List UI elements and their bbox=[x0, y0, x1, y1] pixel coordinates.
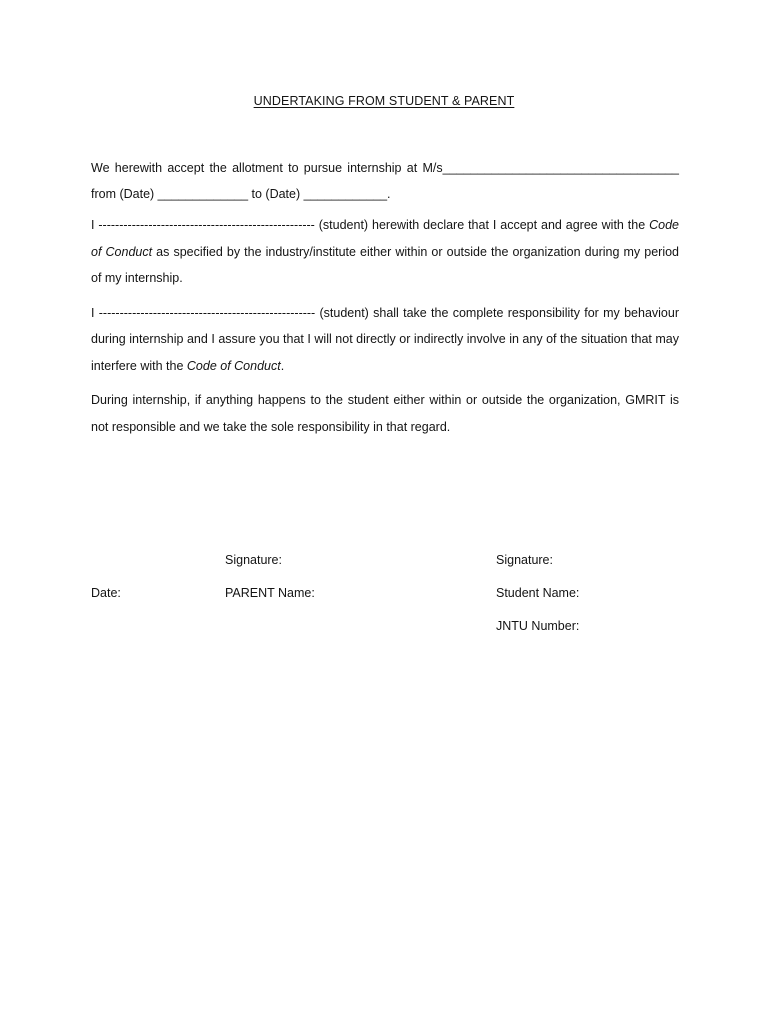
document-title bbox=[0, 94, 768, 108]
document-title-text: UNDERTAKING FROM STUDENT & PARENT bbox=[253, 94, 515, 108]
liability-paragraph: During internship, if anything happens to the student either within or outside the organization, GMRIT is not responsible and we take the sole responsibility in that regard. bbox=[91, 393, 679, 434]
jntu-number-label: JNTU Number: bbox=[496, 619, 580, 633]
date-range-line: from (Date) _____________ to (Date) ____________. bbox=[91, 187, 391, 201]
parent-signature-label: Signature: bbox=[225, 553, 282, 567]
responsibility-paragraph bbox=[91, 300, 679, 380]
parent-name-label: PARENT Name: bbox=[225, 586, 315, 600]
date-label: Date: bbox=[91, 586, 121, 600]
code-of-conduct-term-2: Code of Conduct bbox=[186, 358, 281, 373]
declaration-continuation: as specified by the industry/institute either within or outside the organization during my period of my internship. bbox=[91, 244, 679, 285]
declaration-paragraph bbox=[91, 212, 679, 292]
responsibility-text: I ---------------------------------------------------- (student) shall take the complete responsibility for my behaviour during internship and I assure you that I will not directly or indirectly involve in any of the situation that may interfere with the bbox=[91, 305, 679, 373]
code-of-conduct-term: Code of Conduct bbox=[91, 218, 679, 259]
document-body bbox=[91, 155, 679, 440]
declaration-prefix: I ---------------------------------------------------- (student) herewith declare that I accept and agree with the bbox=[91, 218, 646, 232]
allotment-line: We herewith accept the allotment to pursue internship at M/s__________________________________ bbox=[91, 161, 679, 175]
student-name-label: Student Name: bbox=[496, 586, 580, 600]
student-signature-label: Signature: bbox=[496, 553, 553, 567]
responsibility-suffix: . bbox=[280, 358, 285, 373]
